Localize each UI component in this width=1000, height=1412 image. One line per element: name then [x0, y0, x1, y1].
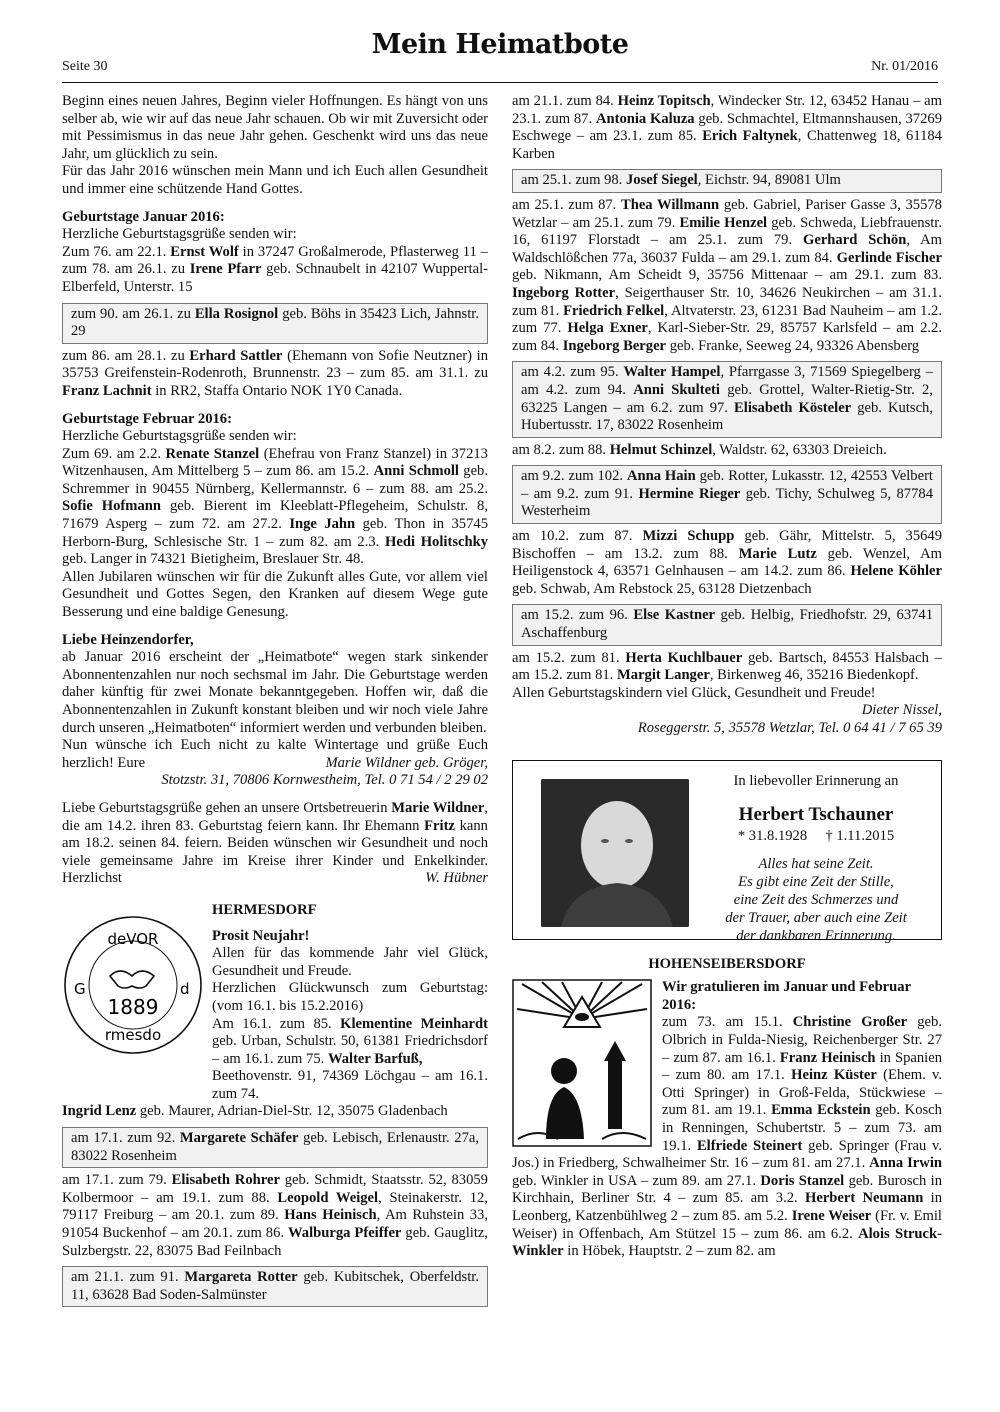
svg-text:1889: 1889	[107, 994, 159, 1019]
hohen-heading: Wir gratulieren im Januar und Februar 2016:	[662, 979, 911, 1013]
page-number: Seite 30	[62, 59, 108, 74]
hohenseibersdorf-heading: HOHENSEIBERSDORF	[648, 955, 806, 972]
highlight-box: am 15.2. zum 96. Else Kastner geb. Helbig, Friedhofstr. 29, 63741 Aschaffenburg	[512, 604, 942, 645]
hermes-list-4: am 17.1. zum 79. Elisabeth Rohrer geb. Schmidt, Staatsstr. 52, 83059 Kolbermoor – am 19.1. zum 88. Leopold Weigel, Steinakerstr. 12, 79117 Freiburg – am 20.1. zum 89. Hans Heinisch, Am Ruhstein 33, 91054 Buckenhof – am 20.1. zum 86. Walburga Pfeiffer geb. Gauglitz, Sulzbergstr. 22, 83075 Bad Feilnbach	[62, 1172, 489, 1259]
gemeindevorstand-seal-icon	[62, 914, 204, 1056]
right-list-5: am 15.2. zum 81. Herta Kuchlbauer geb. Bartsch, 84553 Halsbach – am 15.2. zum 81. Margit Langer, Birkenweg 46, 35216 Biedenkopf.	[512, 649, 942, 684]
memorial-intro: In liebevoller Erinnerung an	[733, 772, 899, 789]
issue-number: Nr. 01/2016	[871, 59, 938, 74]
memorial-dates: * 31.8.1928 † 1.11.2015	[737, 827, 895, 844]
january-list-2: zum 86. am 28.1. zu Erhard Sattler (Ehemann von Sofie Neutzner) in 35753 Greifenstein-Rodenroth, Brunnenstr. 23 – zum 85. am 31.1. zu Franz Lachnit in RR2, Staffa Ontario NOK 1Y0 Canada.	[62, 347, 489, 399]
right-signature-address: Roseggerstr. 5, 35578 Wetzlar, Tel. 0 64 41 / 7 65 39	[637, 720, 942, 736]
hermes-list: Am 16.1. zum 85. Klementine Meinhardt geb. Urban, Schulstr. 50, 61381 Friedrichsdorf – am 16.1. zum 75. Walter Barfuß,	[212, 1015, 488, 1067]
header-rule	[62, 82, 938, 83]
february-greeting: Herzliche Geburtstagsgrüße senden wir:	[62, 428, 297, 445]
liebe-text-2: Nun wünsche ich Euch nicht zu kalte Wintertage und grüße Euch herzlich! Eure Marie Wildner geb. Gröger,	[62, 737, 488, 771]
right-wishes: Allen Geburtstagskindern viel Glück, Gesundheit und Freude!	[512, 684, 876, 701]
right-signature-name: Dieter Nissel,	[861, 702, 942, 719]
highlight-box: am 9.2. zum 102. Anna Hain geb. Rotter, Lukasstr. 12, 42553 Velbert – am 9.2. zum 91. Hermine Rieger geb. Tichy, Schulweg 5, 87784 Westerheim	[512, 465, 942, 524]
february-list: Zum 69. am 2.2. Renate Stanzel (Ehefrau von Franz Stanzel) in 37213 Witzenhausen, Am Mittelberg 5 – zum 86. am 15.2. Anni Schmoll geb. Schremmer in 90455 Nürnberg, Kellermannstr. 6 – zum 88. am 25.2. Sofie Hofmann geb. Bierent im Kleeblatt-Pflegeheim, Schulstr. 8, 71679 Asperg – zum 72. am 27.2. Inge Jahn geb. Thon in 35745 Herborn-Burg, Schlesische Str. 1 – zum 82. am 2.3. Hedi Holitschky geb. Langer in 74321 Bietigheim, Breslauer Str. 48.	[62, 445, 489, 568]
memorial-box	[512, 760, 942, 945]
hermesdorf-heading: HERMESDORF	[212, 901, 317, 918]
hohen-list: zum 73. am 15.1. Christine Großer geb. Olbrich in Fulda-Niesig, Reichenberger Str. 27 – zum 87. am 16.1. Franz Heinisch in Spanien – zum 80. am 17.1. Heinz Küster (Ehem. v. Otti Springer) in Groß-Felda, Stückwiese – zum 81. am 19.1. Emma Eckstein geb. Kosch in Renningen, Schubertstr. 5 – zum 73. am 19.1. Elfriede Steinert geb. Springer (Frau v. Jos.) in Friedberg, Schwalheimer Str. 16 – zum 81. am 27.1. Anna Irwin geb. Winkler in USA – zum 89. am 27.1. Doris Stanzel geb. Burosch in Kirchhain, Berliner Str. 4 – zum 85. am 3.2. Herbert Neumann in Leonberg, Katzenbühlweg 2 – zum 85. am 5.2. Irene Weiser (Fr. v. Emil Weiser) in Offenbach, Am Stützel 15 – zum 86. am 6.2. Alois Struck-Winkler in Höbek, Hauptstr. 2 – zum 82. am	[512, 1014, 943, 1260]
woodcut-illustration-icon	[512, 979, 652, 1147]
january-list: Zum 76. am 22.1. Ernst Wolf in 37247 Großalmerode, Pflasterweg 11 – zum 78. am 26.1. zu Irene Pfarr geb. Schnaubelt in 42107 Wuppertal-Elberfeld, Unterstr. 15	[62, 243, 488, 295]
february-wishes: Allen Jubilaren wünschen wir für die Zukunft alles Gute, vor allem viel Gesundheit und Gottes Segen, den Kranken auf diesem Wege gute Besserung und eine baldige Genesung.	[62, 568, 488, 621]
memorial-portrait	[541, 779, 689, 927]
memorial-name: Herbert Tschauner	[738, 804, 894, 826]
liebe-signature: Stotzstr. 31, 70806 Kornwestheim, Tel. 0 71 54 / 2 29 02	[161, 772, 488, 789]
january-greeting: Herzliche Geburtstagsgrüße senden wir:	[62, 226, 297, 243]
january-heading: Geburtstage Januar 2016:	[62, 208, 225, 225]
hermesdorf-section	[62, 902, 488, 1104]
hermes-congrats: Herzlichen Glückwunsch zum Geburtstag: (vom 16.1. bis 15.2.2016)	[212, 980, 488, 1014]
svg-text:rmesdo: rmesdo	[104, 1025, 162, 1044]
hermes-wish: Allen für das kommende Jahr viel Glück, Gesundheit und Freude.	[212, 945, 488, 979]
right-list-3: am 8.2. zum 88. Helmut Schinzel, Waldstr. 62, 63303 Dreieich.	[512, 441, 887, 458]
svg-text:d: d	[180, 979, 190, 998]
right-list-2: am 25.1. zum 87. Thea Willmann geb. Gabriel, Pariser Gasse 3, 35578 Wetzlar – am 25.1. zum 79. Emilie Henzel geb. Schweda, Liebfrauenstr. 16, 61197 Florstadt – am 25.1. zum 79. Gerhard Schön, Am Waldschlößchen 77a, 36037 Fulda – am 29.1. zum 84. Gerlinde Fischer geb. Nikmann, Am Scheidt 9, 35756 Mittenaar – am 29.1. zum 83. Ingeborg Rotter, Seigerthauser Str. 10, 34626 Neukirchen – am 31.1. zum 81. Friedrich Felkel, Altvaterstr. 23, 61231 Bad Nauheim – am 1.2. zum 77. Helga Exner, Karl-Sieber-Str. 29, 85757 Karlsfeld – am 2.2. zum 84. Ingeborg Berger geb. Franke, Seeweg 24, 93326 Abensberg	[512, 196, 943, 354]
marie-greeting: Liebe Geburtstagsgrüße gehen an unsere Ortsbetreuerin Marie Wildner, die am 14.2. ihren 83. Geburtstag feiern kann. Ihr Ehemann Fritz kann am 18.2. seinen 84. feiern. Beiden wünschen wir Gesundheit und noch viele gemeinsame Jahre im Kreise ihrer Kinder und Enkelkinder. Herzlichst W. Hübner	[62, 799, 488, 887]
memorial-verse: Alles hat seine Zeit. Es gibt eine Zeit der Stille, eine Zeit des Schmerzes und der Trauer, aber auch eine Zeit der dankbaren Erinnerung.	[725, 856, 907, 945]
masthead-title: Mein Heimatbote	[371, 29, 629, 60]
hermes-list-2: Beethovenstr. 91, 74369 Löchgau – am 16.1. zum 74.	[212, 1068, 488, 1102]
liebe-text: ab Januar 2016 erscheint der „Heimatbote“ wegen stark sinkender Abonnentenzahlen nur noch sechsmal im Jahr. Die Geburtstage werden daher künftig für zwei Monate bekanntgegeben. Hoffen wir, daß die Abonnentenzahlen in Zukunft konstant bleiben und wir noch viele Jahre durch unseren „Heimatboten“ informiert werden und verbunden bleiben.	[62, 649, 488, 736]
right-list-1: am 21.1. zum 84. Heinz Topitsch, Windecker Str. 12, 63452 Hanau – am 23.1. zum 87. Antonia Kaluza geb. Schmachtel, Eltmannshausen, 37269 Eschwege – am 23.1. zum 85. Erich Faltynek, Chattenweg 18, 61184 Karben	[512, 93, 942, 162]
hermes-list-3: Ingrid Lenz geb. Maurer, Adrian-Diel-Str. 12, 35075 Gladenbach	[62, 1103, 448, 1120]
right-column	[512, 93, 942, 1261]
svg-text:G: G	[74, 979, 86, 998]
february-heading: Geburtstage Februar 2016:	[62, 410, 232, 427]
right-list-4: am 10.2. zum 87. Mizzi Schupp geb. Gähr, Mittelstr. 5, 35649 Bischoffen – am 13.2. zum 88. Marie Lutz geb. Wenzel, Am Heiligenstock 4, 63571 Gelnhausen – am 14.2. zum 86. Helene Köhler geb. Schwab, Am Rebstock 25, 63128 Dietzenbach	[512, 528, 943, 597]
highlight-box: am 4.2. zum 95. Walter Hampel, Pfarrgasse 3, 71569 Spiegelberg – am 4.2. zum 94. Anni Skulteti geb. Grottel, Walter-Rietig-Str. 2, 63225 Langen – am 6.2. zum 97. Elisabeth Kösteler geb. Kutsch, Hubertusstr. 17, 83022 Rosenheim	[512, 361, 942, 437]
intro-paragraph-2: Für das Jahr 2016 wünschen mein Mann und ich Euch allen Gesundheit und immer eine schützende Hand Gottes.	[62, 163, 488, 197]
liebe-heading: Liebe Heinzendorfer,	[62, 631, 194, 648]
left-column	[62, 93, 488, 1311]
intro-paragraph: Beginn eines neuen Jahres, Beginn vieler Hoffnungen. Es hängt von uns selber ab, wie wir auf das neue Jahr schauen. Ob wir mit Zuversicht oder mit Pessimismus in das neue Jahr gehen. Geschenkt wird uns das neue Jahr, um glücklich zu sein.	[62, 93, 488, 162]
highlight-box: am 17.1. zum 92. Margarete Schäfer geb. Lebisch, Erlenaustr. 27a, 83022 Rosenheim	[62, 1127, 488, 1168]
prosit-heading: Prosit Neujahr!	[212, 927, 310, 944]
highlight-box: am 25.1. zum 98. Josef Siegel, Eichstr. 94, 89081 Ulm	[512, 169, 942, 193]
highlight-box: zum 90. am 26.1. zu Ella Rosignol geb. Böhs in 35423 Lich, Jahnstr. 29	[62, 303, 488, 344]
svg-text:deVOR: deVOR	[107, 929, 159, 948]
highlight-box: am 21.1. zum 91. Margareta Rotter geb. Kubitschek, Oberfeldstr. 11, 63628 Bad Soden-Salmünster	[62, 1266, 488, 1307]
